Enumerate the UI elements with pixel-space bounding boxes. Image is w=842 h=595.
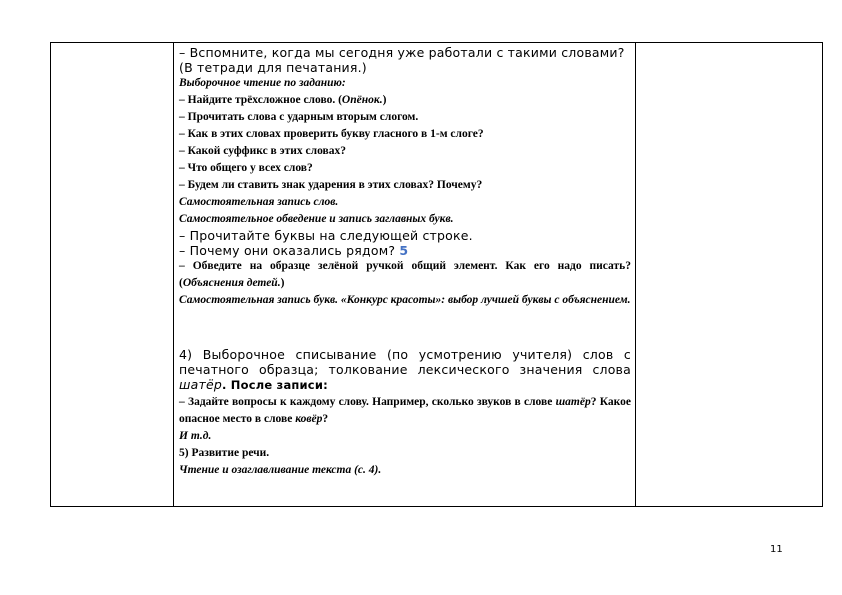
task-item: – Найдите трёхсложное слово. (Опёнок.) xyxy=(179,94,387,106)
instruction: Самостоятельное обведение и запись заглавных букв. xyxy=(179,213,454,225)
table-row xyxy=(51,43,823,507)
task-heading: Выборочное чтение по заданию: xyxy=(179,77,346,89)
instruction: Самостоятельная запись букв. «Конкурс красоты»: выбор лучшей буквы с объяснением. xyxy=(179,294,631,306)
task-item: – Будем ли ставить знак ударения в этих словах? Почему? xyxy=(179,179,483,191)
instruction: Чтение и озаглавливание текста (с. 4). xyxy=(179,464,382,476)
task-item: – Как в этих словах проверить букву гласного в 1-м слоге? xyxy=(179,128,484,140)
question-why: – Почему они оказались рядом? 5 xyxy=(179,243,409,258)
page-number: 11 xyxy=(770,544,783,555)
notes-cell xyxy=(636,43,823,507)
step-5: 5) Развитие речи. xyxy=(179,447,270,459)
task-item: – Что общего у всех слов? xyxy=(179,162,313,174)
activity-cell xyxy=(174,43,636,507)
instruction: И т.д. xyxy=(179,430,212,442)
question-read: – Прочитайте буквы на следующей строке. xyxy=(179,228,473,243)
task-item: – Обведите на образце зелёной ручкой общий элемент. Как его надо писать? (Объяснения детей.) xyxy=(179,260,631,289)
stage-cell xyxy=(51,43,174,507)
instruction: Самостоятельная запись слов. xyxy=(179,196,339,208)
task-item: – Какой суффикс в этих словах? xyxy=(179,145,346,157)
question-recall: – Вспомните, когда мы сегодня уже работали с такими словами? (В тетради для печатания.) xyxy=(179,45,625,75)
step-4: 4) Выборочное списывание (по усмотрению учителя) слов с печатного образца; толкование лексического значения слова шатёр. После записи: xyxy=(179,347,631,392)
note-number: 5 xyxy=(399,243,409,258)
task-item: – Задайте вопросы к каждому слову. Например, сколько звуков в слове шатёр? Какое опасное место в слове ковёр? xyxy=(179,396,631,425)
lesson-table xyxy=(50,42,823,507)
task-item: – Прочитать слова с ударным вторым слогом. xyxy=(179,111,419,123)
